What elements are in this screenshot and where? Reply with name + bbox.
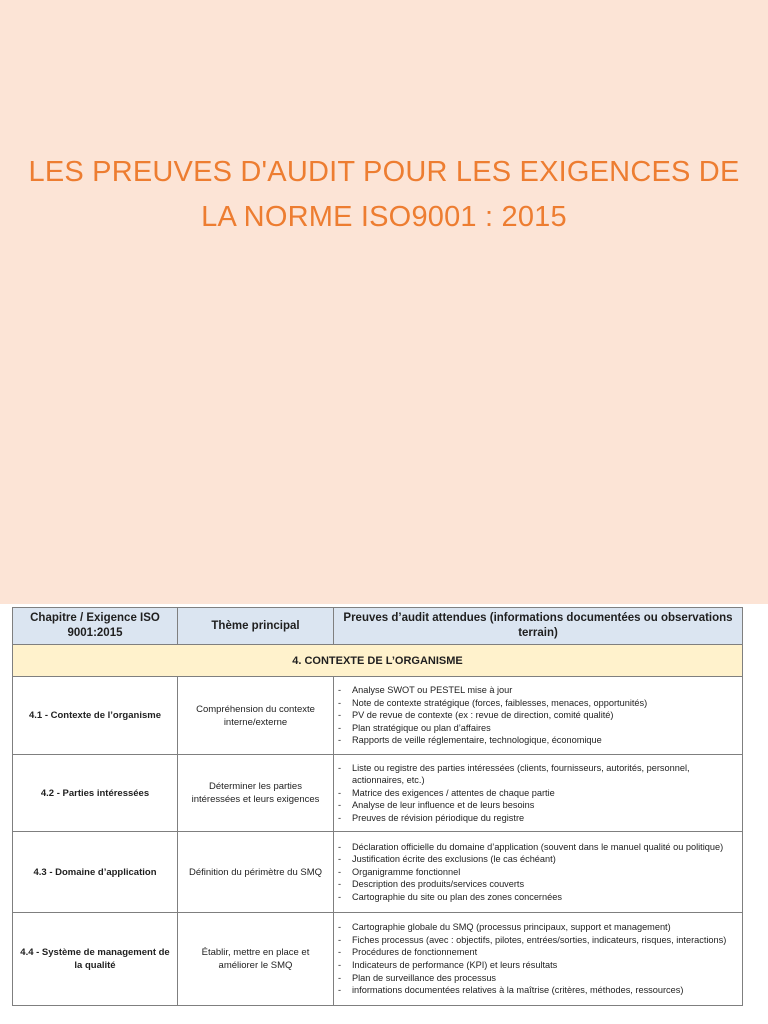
proof-item: - Preuves de révision périodique du registre [337,812,740,825]
proofs-cell [334,755,743,832]
theme-cell: Définition du périmètre du SMQ [178,832,334,913]
table-row [13,832,743,913]
proof-item: - Cartographie globale du SMQ (processus principaux, support et management) [337,921,740,934]
proof-item: - Plan de surveillance des processus [337,972,740,985]
header-theme: Thème principal [178,608,334,645]
header-proofs: Preuves d’audit attendues (informations documentées ou observations terrain) [334,608,743,645]
proof-item: - Note de contexte stratégique (forces, faiblesses, menaces, opportunités) [337,697,740,710]
requirement-cell: 4.1 - Contexte de l’organisme [13,677,178,755]
proof-item: - Déclaration officielle du domaine d’application (souvent dans le manuel qualité ou politique) [337,841,740,854]
proofs-cell [334,832,743,913]
theme-cell: Établir, mettre en place et améliorer le SMQ [178,913,334,1006]
document-title [0,150,768,240]
table-row [13,755,743,832]
proof-item: - Rapports de veille réglementaire, technologique, économique [337,734,740,747]
proofs-cell [334,677,743,755]
proof-item: - PV de revue de contexte (ex : revue de direction, comité qualité) [337,709,740,722]
proof-item: - Plan stratégique ou plan d’affaires [337,722,740,735]
section-row [13,645,743,677]
table-header-row [13,608,743,645]
proof-item: - Liste ou registre des parties intéressées (clients, fournisseurs, autorités, personnel, actionnaires, etc.) [337,762,740,787]
proof-item: - informations documentées relatives à la maîtrise (critères, méthodes, ressources) [337,984,740,997]
proof-item: - Indicateurs de performance (KPI) et leurs résultats [337,959,740,972]
proof-item: - Cartographie du site ou plan des zones concernées [337,891,740,904]
proofs-list [337,684,740,747]
proof-item: - Matrice des exigences / attentes de chaque partie [337,787,740,800]
title-line-1: LES PREUVES D'AUDIT POUR LES EXIGENCES DE [28,156,740,188]
proofs-cell [334,913,743,1006]
requirement-cell: 4.2 - Parties intéressées [13,755,178,832]
table-sheet [0,604,768,1024]
proofs-list [337,762,740,825]
proof-item: - Fiches processus (avec : objectifs, pilotes, entrées/sorties, indicateurs, risques, interactions) [337,934,740,947]
table-row [13,913,743,1006]
proof-item: - Justification écrite des exclusions (le cas échéant) [337,853,740,866]
proof-item: - Analyse de leur influence et de leurs besoins [337,799,740,812]
theme-cell: Déterminer les parties intéressées et leurs exigences [178,755,334,832]
proofs-list [337,921,740,997]
title-line-2: LA NORME ISO9001 : 2015 [201,201,567,233]
section-title: 4. CONTEXTE DE L’ORGANISME [13,645,743,677]
proof-item: - Description des produits/services couverts [337,878,740,891]
proof-item: - Procédures de fonctionnement [337,946,740,959]
proof-item: - Organigramme fonctionnel [337,866,740,879]
audit-evidence-table [12,607,743,1006]
requirement-cell: 4.3 - Domaine d’application [13,832,178,913]
theme-cell: Compréhension du contexte interne/externe [178,677,334,755]
header-requirement: Chapitre / Exigence ISO 9001:2015 [13,608,178,645]
proof-item: - Analyse SWOT ou PESTEL mise à jour [337,684,740,697]
proofs-list [337,841,740,904]
table-row [13,677,743,755]
requirement-cell: 4.4 - Système de management de la qualité [13,913,178,1006]
